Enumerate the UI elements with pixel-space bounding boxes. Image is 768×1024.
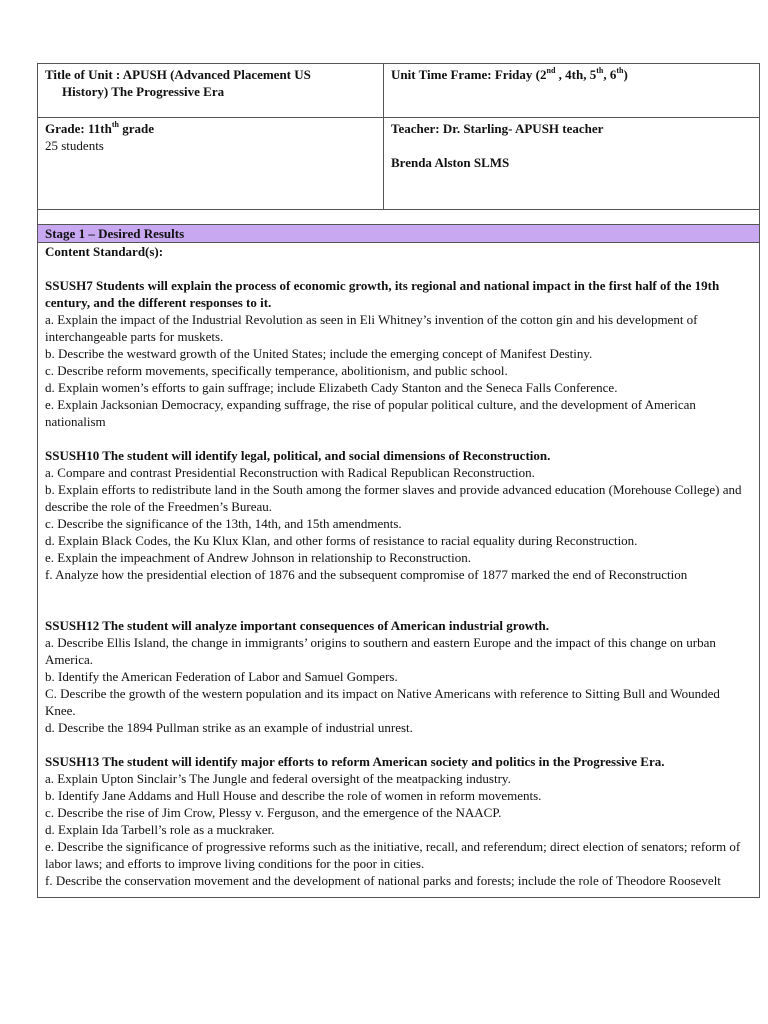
grade-label: Grade: $11th^{th}$ grade [45, 120, 154, 136]
standard-ssush12 [45, 617, 752, 736]
standard-item: f. Describe the conservation movement and the development of national parks and forests; include the role of Theodore Roosevelt [45, 873, 721, 888]
standards-cell [38, 243, 760, 898]
standard-heading: SSUSH12 The student will analyze important consequences of American industrial growth. [45, 618, 550, 633]
standard-item: d. Explain Black Codes, the Ku Klux Klan, and other forms of resistance to racial equality during Reconstruction. [45, 533, 638, 548]
unit-timeframe-cell [384, 64, 760, 118]
standard-item: d. Explain Ida Tarbell’s role as a muckraker. [45, 822, 275, 837]
standard-heading: SSUSH7 Students will explain the process of economic growth, its regional and national impact in the first half of the 19th century, and the different responses to it. [45, 278, 720, 310]
standard-item: a. Explain Upton Sinclair’s The Jungle and federal oversight of the meatpacking industry. [45, 771, 511, 786]
standard-ssush13 [45, 753, 752, 889]
standard-item: a. Describe Ellis Island, the change in immigrants’ origins to southern and eastern Europe and the impact of this change on urban America. [45, 635, 716, 667]
standard-item: b. Identify the American Federation of Labor and Samuel Gompers. [45, 669, 398, 684]
student-count: 25 students [45, 138, 104, 153]
spacer-cell [38, 210, 760, 225]
standard-item: c. Describe reform movements, specifically temperance, abolitionism, and public school. [45, 363, 508, 378]
unit-header-row [38, 64, 760, 118]
standard-ssush10 [45, 447, 752, 583]
standard-item: c. Describe the rise of Jim Crow, Plessy v. Ferguson, and the emergence of the NAACP. [45, 805, 502, 820]
teacher-cell [384, 118, 760, 210]
standards-row [38, 243, 760, 898]
stage-header [38, 225, 760, 243]
content-standards-label: Content Standard(s): [45, 244, 164, 259]
unit-title-continued: History) The Progressive Era [62, 84, 225, 99]
standard-item: d. Describe the 1894 Pullman strike as an example of industrial unrest. [45, 720, 413, 735]
standard-heading: SSUSH10 The student will identify legal, political, and social dimensions of Reconstruction. [45, 448, 551, 463]
standard-item: d. Explain women’s efforts to gain suffrage; include Elizabeth Cady Stanton and the Seneca Falls Conference. [45, 380, 618, 395]
standard-item: a. Explain the impact of the Industrial Revolution as seen in Eli Whitney’s invention of the cotton gin and his development of interchangeable parts for muskets. [45, 312, 698, 344]
grade-teacher-row [38, 118, 760, 210]
unit-plan-table [37, 63, 760, 898]
unit-timeframe: Unit Time Frame: Friday (2nd , 4th, 5th, 6th) [391, 66, 628, 82]
spacer-row [38, 210, 760, 225]
standard-item: b. Identify Jane Addams and Hull House and describe the role of women in reform movements. [45, 788, 542, 803]
grade-cell [38, 118, 384, 210]
standard-item: c. Describe the significance of the 13th, 14th, and 15th amendments. [45, 516, 402, 531]
standard-item: f. Analyze how the presidential election of 1876 and the subsequent compromise of 1877 marked the end of Reconstruction [45, 567, 688, 582]
standard-item: C. Describe the growth of the western population and its impact on Native Americans with reference to Sitting Bull and Wounded Knee. [45, 686, 720, 718]
standard-item: b. Describe the westward growth of the United States; include the emerging concept of Manifest Destiny. [45, 346, 593, 361]
librarian-name: Brenda Alston SLMS [391, 155, 510, 170]
unit-title-cell [38, 64, 384, 118]
stage-title: Stage 1 – Desired Results [45, 226, 185, 241]
teacher-name: Teacher: Dr. Starling- APUSH teacher [391, 121, 604, 136]
standard-item: a. Compare and contrast Presidential Reconstruction with Radical Republican Reconstruction. [45, 465, 535, 480]
standard-item: b. Explain efforts to redistribute land in the South among the former slaves and provide advanced education (Morehouse College) and describe the role of the Freedmen’s Bureau. [45, 482, 742, 514]
standard-item: e. Describe the significance of progressive reforms such as the initiative, recall, and referendum; direct election of senators; reform of labor laws; and efforts to improve living conditions for the poor in cities. [45, 839, 741, 871]
standard-ssush7 [45, 277, 752, 430]
standard-heading: SSUSH13 The student will identify major efforts to reform American society and politics in the Progressive Era. [45, 754, 665, 769]
stage-row [38, 225, 760, 243]
unit-title: Title of Unit : APUSH (Advanced Placement US [45, 67, 311, 82]
standard-item: e. Explain Jacksonian Democracy, expanding suffrage, the rise of popular political culture, and the development of American nationalism [45, 397, 696, 429]
standard-item: e. Explain the impeachment of Andrew Johnson in relationship to Reconstruction. [45, 550, 472, 565]
